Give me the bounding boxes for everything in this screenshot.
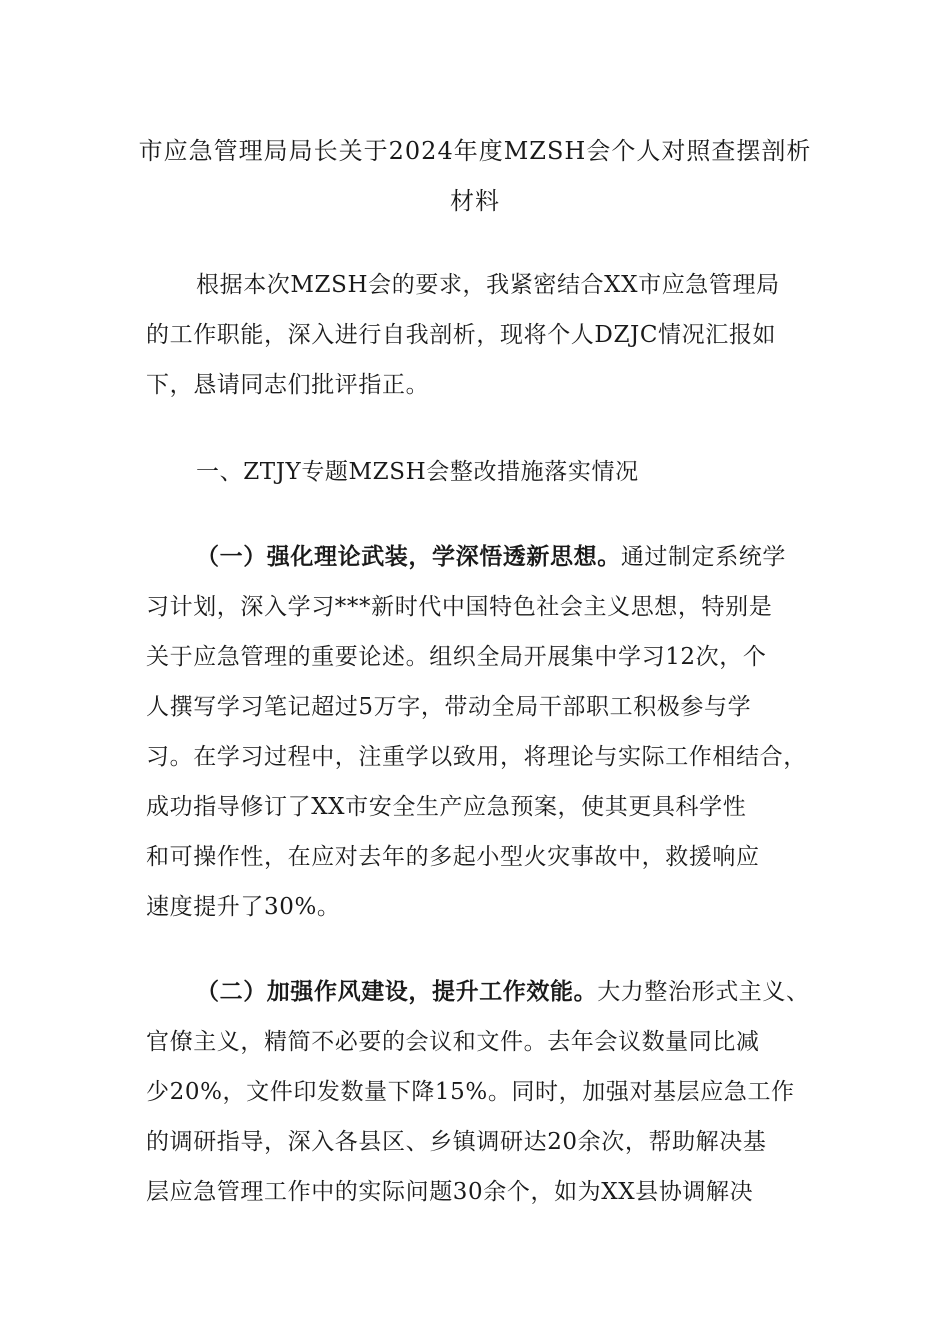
sub1-line-1 <box>196 540 786 574</box>
sub2-line-5: 层应急管理工作中的实际问题30余个，如为XX县协调解决 <box>146 1179 754 1205</box>
sub1-line-5: 习。在学习过程中，注重学以致用，将理论与实际工作相结合， <box>146 744 807 770</box>
sub1-line-3: 关于应急管理的重要论述。组织全局开展集中学习12次，个 <box>146 644 767 670</box>
sub2-line-3: 少20%，文件印发数量下降15%。同时，加强对基层应急工作 <box>146 1079 795 1105</box>
intro-line-1: 根据本次MZSH会的要求，我紧密结合XX市应急管理局 <box>196 272 780 298</box>
sub2-line-2: 官僚主义，精简不必要的会议和文件。去年会议数量同比减 <box>146 1029 760 1055</box>
sub1-line-8: 速度提升了30%。 <box>146 894 341 920</box>
sub1-line-4: 人撰写学习笔记超过5万字，带动全局干部职工积极参与学 <box>146 694 752 720</box>
document-title-line-1: 市应急管理局局长关于2024年度MZSH会个人对照查摆剖析 <box>138 137 812 165</box>
section-1-heading: 一、ZTJY专题MZSH会整改措施落实情况 <box>196 459 639 485</box>
sub1-line-7: 和可操作性，在应对去年的多起小型火灾事故中，救援响应 <box>146 844 760 870</box>
intro-line-3: 下，恳请同志们批评指正。 <box>146 372 430 398</box>
sub1-line-2: 习计划，深入学习***新时代中国特色社会主义思想，特别是 <box>146 594 773 620</box>
intro-line-2: 的工作职能，深入进行自我剖析，现将个人DZJC情况汇报如 <box>146 322 777 348</box>
sub2-bold-lead: （二）加强作风建设，提升工作效能。 <box>196 978 598 1005</box>
document-title-line-2: 材料 <box>450 187 500 215</box>
sub1-line-6: 成功指导修订了XX市安全生产应急预案，使其更具科学性 <box>146 794 747 820</box>
sub2-first-line-rest: 大力整治形式主义、 <box>597 979 810 1005</box>
sub1-first-line-rest: 通过制定系统学 <box>620 544 787 570</box>
sub2-line-4: 的调研指导，深入各县区、乡镇调研达20余次，帮助解决基 <box>146 1129 767 1155</box>
sub1-bold-lead: （一）强化理论武装，学深悟透新思想。 <box>196 543 621 570</box>
sub2-line-1 <box>196 975 810 1009</box>
